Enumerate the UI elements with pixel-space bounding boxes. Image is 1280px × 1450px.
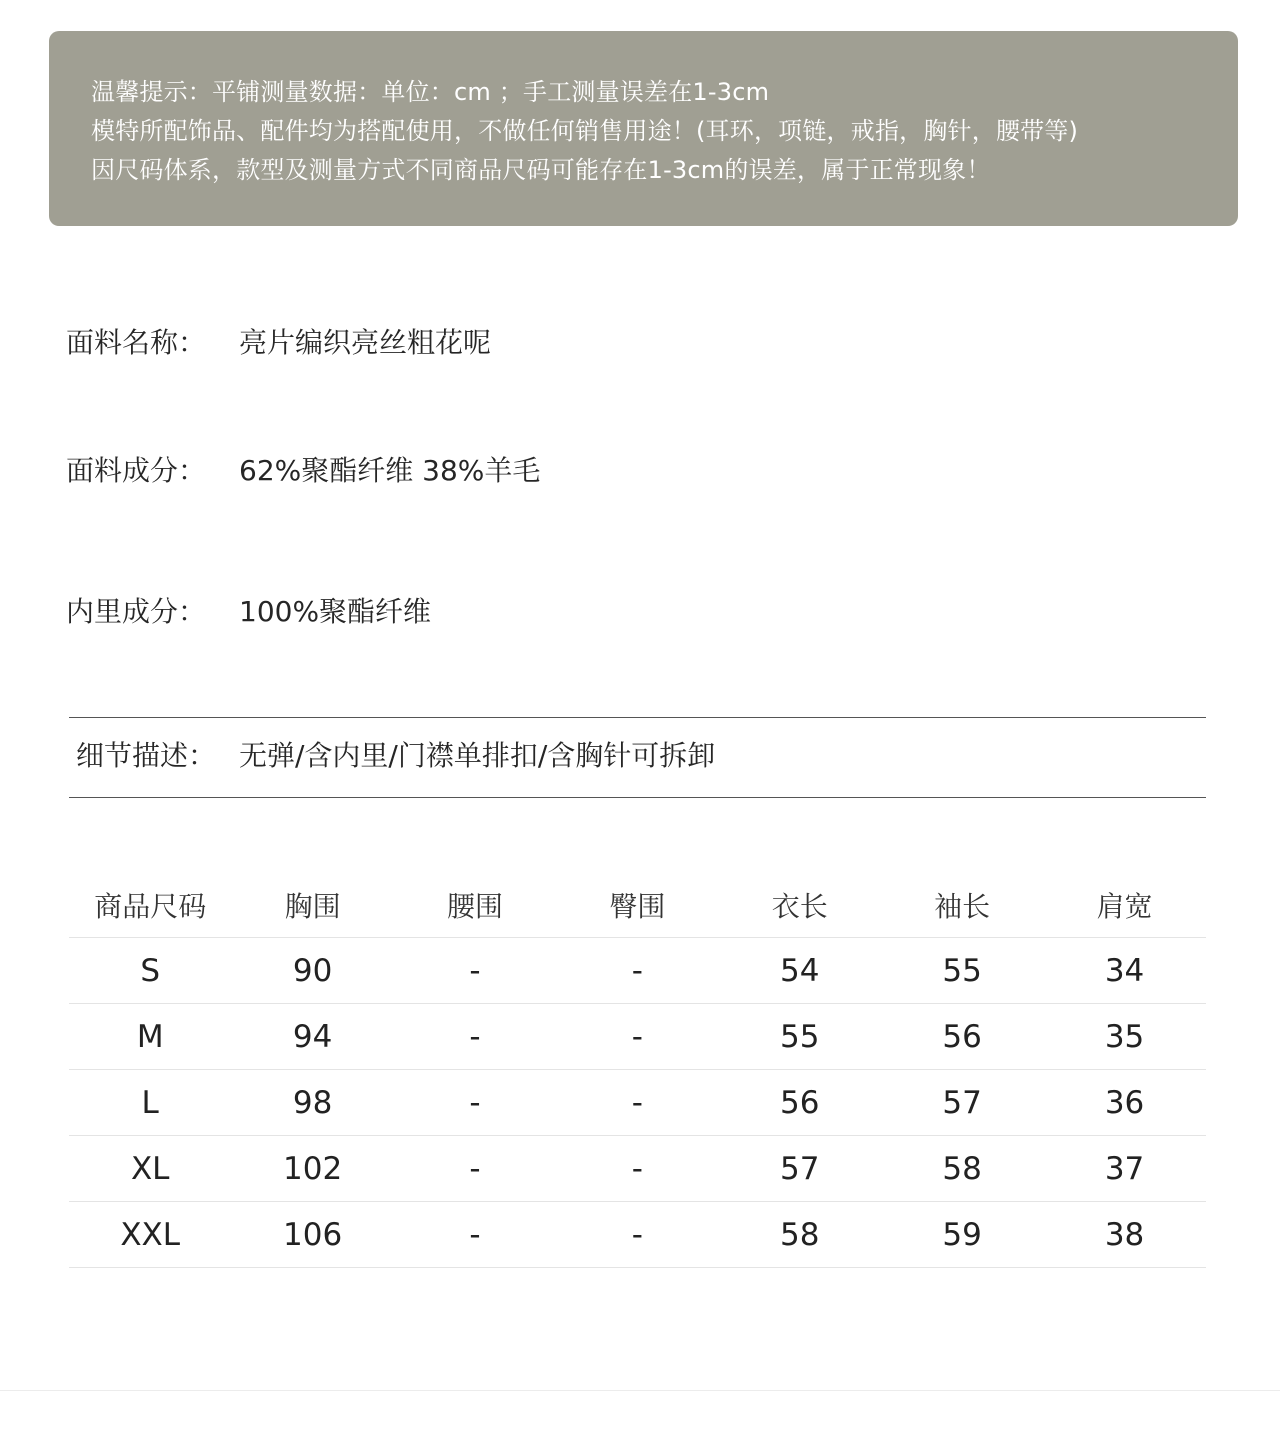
header-cell: 胸围 bbox=[284, 889, 341, 923]
detail-label: 细节描述： bbox=[76, 739, 217, 772]
table-cell: 58 bbox=[780, 1216, 820, 1253]
spec-lining-composition bbox=[66, 594, 431, 630]
spec-fabric-name bbox=[66, 325, 491, 361]
table-row bbox=[69, 1202, 1206, 1268]
table-cell: 102 bbox=[283, 1150, 343, 1187]
table-cell: 94 bbox=[292, 1018, 333, 1055]
table-row bbox=[69, 938, 1206, 1004]
table-cell: - bbox=[469, 1150, 481, 1187]
table-cell: 58 bbox=[942, 1150, 982, 1187]
table-cell: 35 bbox=[1104, 1018, 1145, 1055]
table-cell: 55 bbox=[780, 1018, 820, 1055]
notice-line-accessories: 模特所配饰品、配件均为搭配使用，不做任何销售用途！(耳环，项链，戒指，胸针，腰带等) bbox=[91, 117, 1079, 145]
table-cell: 55 bbox=[942, 952, 982, 989]
spec-value: 100%聚酯纤维 bbox=[239, 595, 432, 628]
table-cell: 38 bbox=[1104, 1216, 1145, 1253]
spec-fabric-composition bbox=[66, 453, 540, 489]
header-cell: 肩宽 bbox=[1096, 889, 1153, 923]
table-cell: S bbox=[140, 952, 161, 989]
table-cell: - bbox=[631, 1018, 643, 1055]
table-cell: - bbox=[469, 1018, 481, 1055]
header-cell: 商品尺码 bbox=[94, 889, 207, 923]
header-cell: 衣长 bbox=[771, 889, 828, 923]
header-cell: 臀围 bbox=[609, 889, 666, 923]
divider-top bbox=[69, 717, 1206, 718]
table-cell: - bbox=[631, 1216, 643, 1253]
table-cell: M bbox=[136, 1018, 164, 1055]
table-cell: 54 bbox=[780, 952, 820, 989]
spec-value: 亮片编织亮丝粗花呢 bbox=[239, 326, 492, 359]
table-cell: - bbox=[631, 952, 643, 989]
spec-value: 62%聚酯纤维 38%羊毛 bbox=[239, 454, 541, 487]
table-row bbox=[69, 1004, 1206, 1070]
table-cell: 37 bbox=[1104, 1150, 1145, 1187]
table-cell: 34 bbox=[1104, 952, 1145, 989]
table-cell: XL bbox=[130, 1150, 170, 1187]
header-cell: 袖长 bbox=[934, 889, 991, 923]
table-cell: 90 bbox=[292, 952, 333, 989]
table-cell: 106 bbox=[283, 1216, 343, 1253]
table-row bbox=[69, 1070, 1206, 1136]
table-header-row bbox=[69, 872, 1206, 938]
table-cell: - bbox=[469, 1216, 481, 1253]
table-cell: - bbox=[469, 1084, 481, 1121]
table-cell: - bbox=[631, 1084, 643, 1121]
notice-line-measurement: 温馨提示：平铺测量数据：单位：cm ；手工测量误差在1-3cm bbox=[91, 78, 770, 106]
spec-label: 面料成分： bbox=[66, 454, 207, 487]
table-cell: - bbox=[631, 1150, 643, 1187]
table-cell: 98 bbox=[292, 1084, 333, 1121]
size-table bbox=[69, 872, 1206, 1268]
spec-label: 面料名称： bbox=[66, 326, 207, 359]
notice-box bbox=[49, 31, 1238, 226]
spec-label: 内里成分： bbox=[66, 595, 207, 628]
header-cell: 腰围 bbox=[446, 889, 503, 923]
notice-line-size-error: 因尺码体系，款型及测量方式不同商品尺码可能存在1-3cm的误差，属于正常现象！ bbox=[91, 156, 991, 184]
table-cell: 56 bbox=[942, 1018, 982, 1055]
table-cell: L bbox=[141, 1084, 159, 1121]
table-cell: XXL bbox=[120, 1216, 181, 1253]
page-bottom-divider bbox=[0, 1390, 1280, 1391]
table-cell: 56 bbox=[780, 1084, 820, 1121]
table-cell: 36 bbox=[1104, 1084, 1145, 1121]
table-cell: 57 bbox=[780, 1150, 820, 1187]
detail-value: 无弹/含内里/门襟单排扣/含胸针可拆卸 bbox=[239, 739, 716, 772]
detail-description bbox=[76, 738, 715, 774]
table-cell: - bbox=[469, 952, 481, 989]
divider-bottom bbox=[69, 797, 1206, 798]
table-cell: 57 bbox=[942, 1084, 982, 1121]
table-row bbox=[69, 1136, 1206, 1202]
table-cell: 59 bbox=[942, 1216, 982, 1253]
